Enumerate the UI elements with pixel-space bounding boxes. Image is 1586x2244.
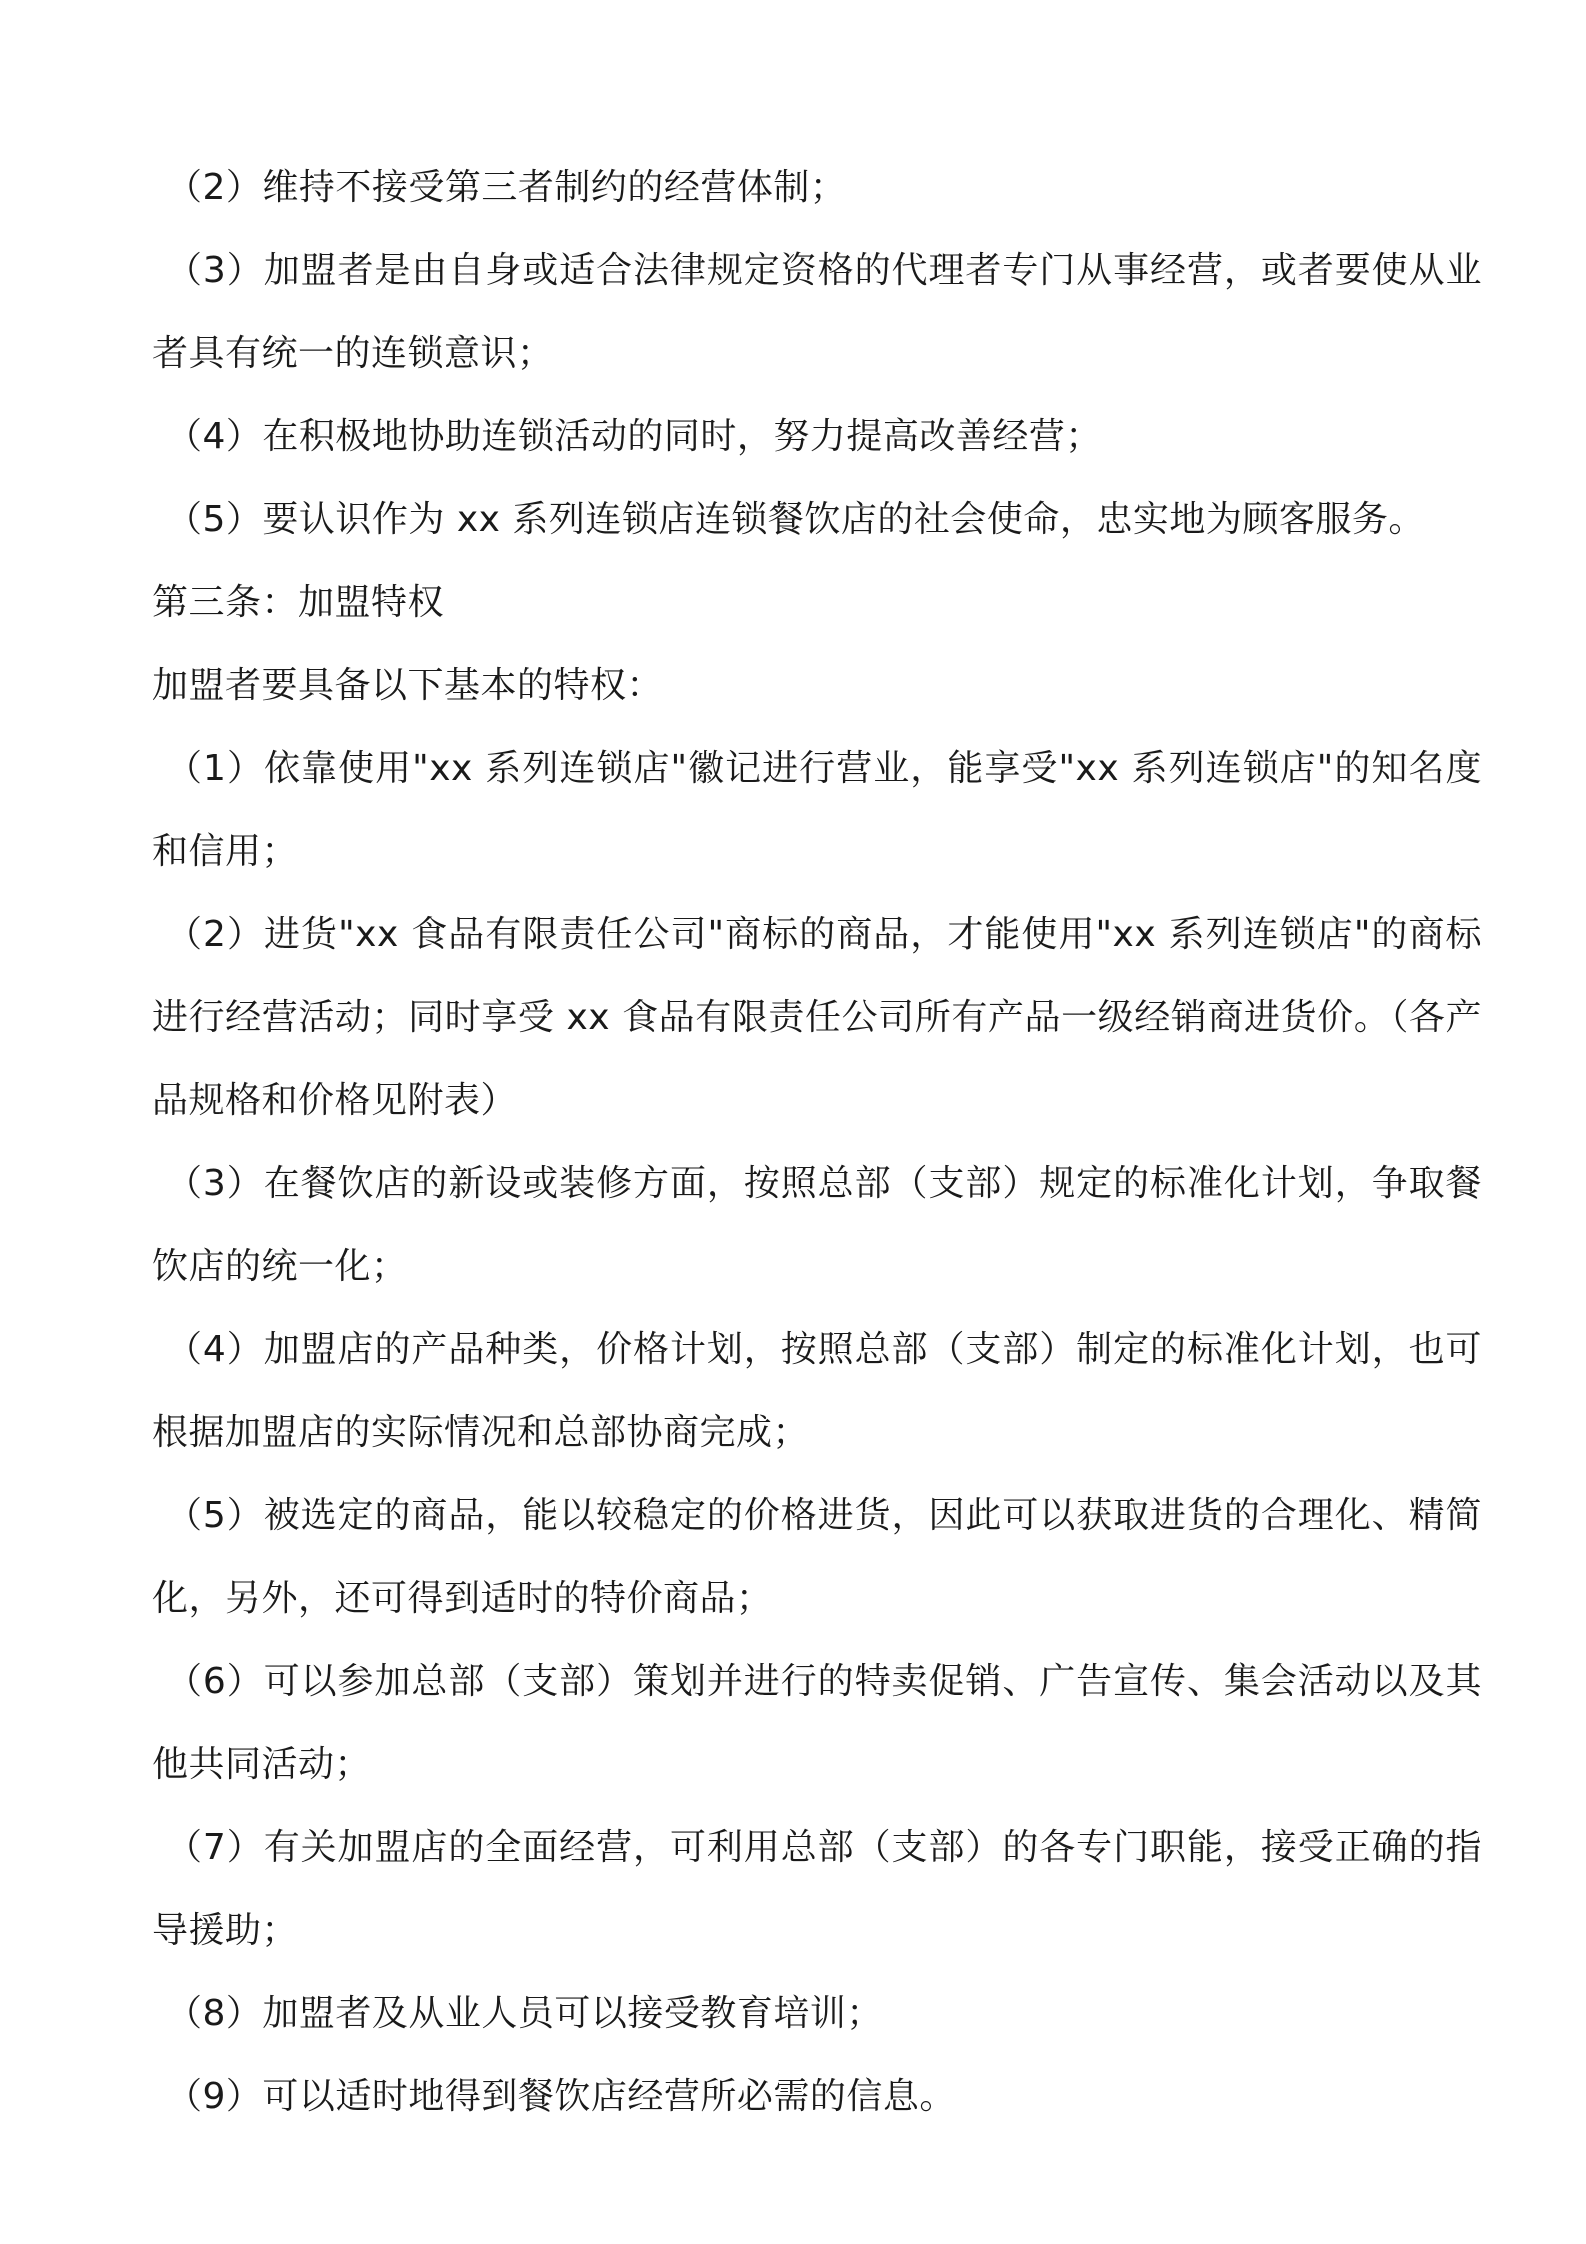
paragraph: （3）加盟者是由自身或适合法律规定资格的代理者专门从事经营，或者要使从业者具有统一的连锁意识；: [152, 250, 1482, 374]
document-body: [152, 146, 1482, 2138]
paragraph: （8）加盟者及从业人员可以接受教育培训；: [166, 1993, 883, 2034]
paragraph: 加盟者要具备以下基本的特权：: [152, 665, 664, 706]
paragraph: （9）可以适时地得到餐饮店经营所必需的信息。: [166, 2076, 956, 2117]
paragraph: （1）依靠使用"xx 系列连锁店"徽记进行营业，能享受"xx 系列连锁店"的知名度和信用；: [152, 748, 1482, 872]
paragraph: （7）有关加盟店的全面经营，可利用总部（支部）的各专门职能，接受正确的指导援助；: [152, 1827, 1482, 1951]
paragraph: （4）加盟店的产品种类，价格计划，按照总部（支部）制定的标准化计划，也可根据加盟店的实际情况和总部协商完成；: [152, 1329, 1482, 1453]
paragraph: （5）要认识作为 xx 系列连锁店连锁餐饮店的社会使命，忠实地为顾客服务。: [166, 499, 1425, 540]
paragraph: （6）可以参加总部（支部）策划并进行的特卖促销、广告宣传、集会活动以及其他共同活动；: [152, 1661, 1482, 1785]
paragraph: （4）在积极地协助连锁活动的同时，努力提高改善经营；: [166, 416, 1102, 457]
paragraph: （5）被选定的商品，能以较稳定的价格进货，因此可以获取进货的合理化、精简化，另外，还可得到适时的特价商品；: [152, 1495, 1482, 1619]
paragraph: （2）进货"xx 食品有限责任公司"商标的商品，才能使用"xx 系列连锁店"的商标进行经营活动；同时享受 xx 食品有限责任公司所有产品一级经销商进货价。（各产品规格和价格见附表）: [152, 914, 1482, 1121]
paragraph: （2）维持不接受第三者制约的经营体制；: [166, 167, 847, 208]
paragraph: （3）在餐饮店的新设或装修方面，按照总部（支部）规定的标准化计划，争取餐饮店的统一化；: [152, 1163, 1482, 1287]
section-heading: 第三条：加盟特权: [152, 582, 445, 623]
